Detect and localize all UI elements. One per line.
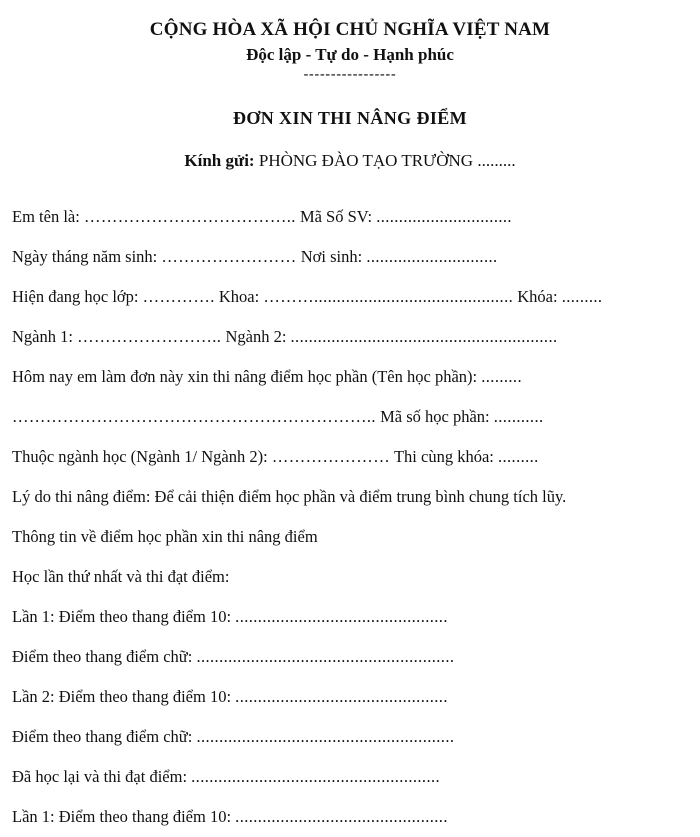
recipient-value: PHÒNG ĐÀO TẠO TRƯỜNG ......... bbox=[254, 151, 516, 171]
dot-leader-fill[interactable]: ……………………………………………………….. bbox=[12, 407, 376, 427]
dot-leader-fill[interactable]: ......... bbox=[561, 287, 603, 307]
dot-leader-fill[interactable]: ............................................... bbox=[235, 687, 448, 707]
form-label-text: Thi cùng khóa: bbox=[390, 447, 498, 467]
national-title: CỘNG HÒA XÃ HỘI CHỦ NGHĨA VIỆT NAM bbox=[149, 19, 551, 40]
form-label-text: Nơi sinh: bbox=[296, 247, 367, 267]
form-line-request-subject-name bbox=[12, 357, 688, 397]
form-line-birth-date-and-birth-place bbox=[12, 237, 688, 277]
form-label-text: Thông tin về điểm học phần xin thi nâng điểm bbox=[12, 527, 318, 547]
dot-leader-fill[interactable]: …………. bbox=[142, 287, 215, 307]
dot-leader-fill[interactable]: ......................................................... bbox=[196, 727, 455, 747]
dot-leader-fill[interactable]: ......................................................... bbox=[196, 647, 455, 667]
form-label-text: Đã học lại và thi đạt điểm: bbox=[12, 767, 192, 787]
dot-leader-fill[interactable]: ………………… bbox=[271, 447, 391, 467]
national-motto: Độc lập - Tự do - Hạnh phúc bbox=[246, 44, 454, 64]
form-label-text: Lần 2: Điểm theo thang điểm 10: bbox=[12, 687, 236, 707]
form-label-text: Ngành 2: bbox=[221, 327, 291, 347]
form-label-text: Hiện đang học lớp: bbox=[12, 287, 143, 307]
form-line-subject-code-continuation bbox=[12, 397, 688, 437]
dot-leader-fill[interactable]: ............................. bbox=[366, 247, 498, 267]
form-line-retaken-course-heading bbox=[12, 757, 688, 797]
form-label-text: Điểm theo thang điểm chữ: bbox=[12, 727, 197, 747]
dot-leader-fill[interactable]: ………............................................ bbox=[263, 287, 514, 307]
form-label-text: Lần 1: Điểm theo thang điểm 10: bbox=[12, 807, 236, 827]
form-body bbox=[0, 197, 700, 837]
form-line-first-attempt-try-2-letter bbox=[12, 717, 688, 757]
dot-leader-fill[interactable]: …………………… bbox=[161, 247, 297, 267]
dot-leader-fill[interactable]: ……………………………….. bbox=[83, 207, 296, 227]
recipient-line bbox=[0, 151, 700, 171]
form-label-text: Em tên là: bbox=[12, 207, 84, 227]
form-label-text: Lý do thi nâng điểm: Để cải thiện điểm học phần và điểm trung bình chung tích lũy. bbox=[12, 487, 567, 507]
form-line-grade-info-heading bbox=[12, 517, 688, 557]
form-line-full-name-and-student-id bbox=[12, 197, 688, 237]
form-line-retaken-try-1-numeric bbox=[12, 797, 688, 837]
form-line-major-1-and-major-2 bbox=[12, 317, 688, 357]
form-label-text: Khóa: bbox=[513, 287, 562, 307]
form-line-major-belongs-and-same-course-exam bbox=[12, 437, 688, 477]
form-label-text: Học lần thứ nhất và thi đạt điểm: bbox=[12, 567, 230, 587]
form-line-first-attempt-try-1-numeric bbox=[12, 597, 688, 637]
form-line-reason-for-retake bbox=[12, 477, 688, 517]
form-label-text: Khoa: bbox=[214, 287, 264, 307]
recipient-label: Kính gửi: bbox=[184, 151, 255, 171]
form-label-text: Ngày tháng năm sinh: bbox=[12, 247, 162, 267]
dot-leader-fill[interactable]: ............................................... bbox=[235, 607, 448, 627]
form-label-text: Mã số học phần: bbox=[375, 407, 494, 427]
dot-leader-fill[interactable]: ......... bbox=[481, 367, 522, 387]
form-label-text: Lần 1: Điểm theo thang điểm 10: bbox=[12, 607, 236, 627]
form-line-class-faculty-course bbox=[12, 277, 688, 317]
form-label-text: Điểm theo thang điểm chữ: bbox=[12, 647, 197, 667]
dot-leader-fill[interactable]: ........... bbox=[493, 407, 544, 427]
form-line-first-attempt-try-2-numeric bbox=[12, 677, 688, 717]
dot-leader-fill[interactable]: …………………….. bbox=[77, 327, 222, 347]
form-label-text: Ngành 1: bbox=[12, 327, 78, 347]
document-header bbox=[0, 0, 700, 82]
form-label-text: Thuộc ngành học (Ngành 1/ Ngành 2): bbox=[12, 447, 272, 467]
form-line-first-attempt-heading bbox=[12, 557, 688, 597]
dot-leader-fill[interactable]: ......... bbox=[497, 447, 539, 467]
page-title: ĐƠN XIN THI NÂNG ĐIỂM bbox=[232, 108, 468, 129]
form-label-text: Mã Số SV: bbox=[295, 207, 377, 227]
dot-leader-fill[interactable]: .............................. bbox=[376, 207, 512, 227]
dot-leader-fill[interactable]: ............................................... bbox=[235, 807, 448, 827]
dot-leader-fill[interactable]: ....................................................... bbox=[191, 767, 441, 787]
form-line-first-attempt-try-1-letter bbox=[12, 637, 688, 677]
form-label-text: Hôm nay em làm đơn này xin thi nâng điểm học phần (Tên học phần): bbox=[12, 367, 482, 387]
dot-leader-fill[interactable]: ........................................................... bbox=[290, 327, 558, 347]
header-divider-rule: ----------------- bbox=[303, 66, 397, 82]
